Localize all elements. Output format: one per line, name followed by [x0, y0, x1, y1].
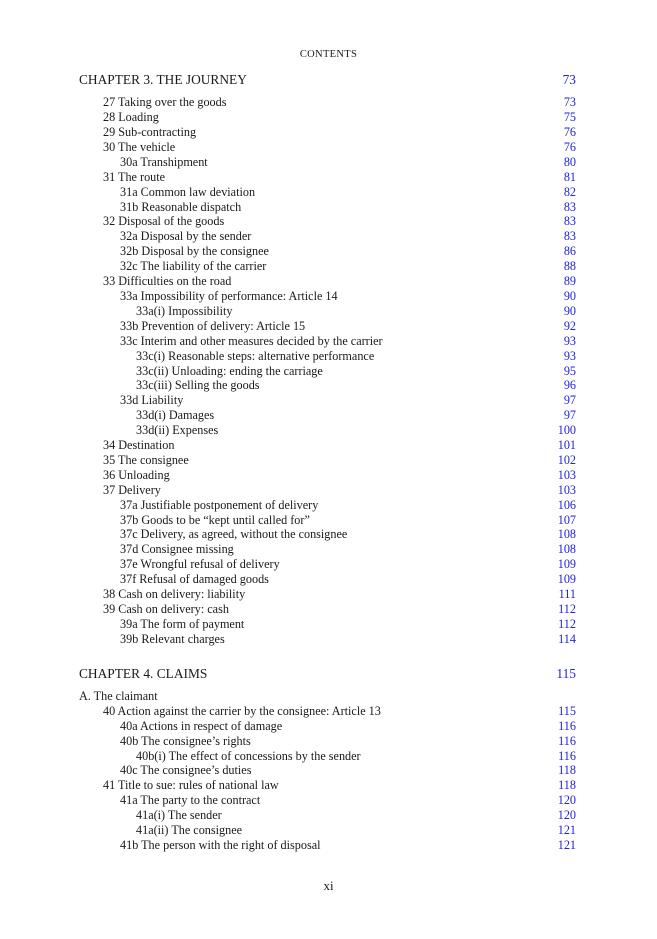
toc-page-link[interactable]: 115: [556, 666, 576, 681]
toc-entry-title: 41 Title to sue: rules of national law: [103, 778, 279, 792]
toc-page-link[interactable]: 120: [557, 808, 576, 822]
toc-entry-title: 29 Sub-contracting: [103, 125, 197, 139]
toc-page-link[interactable]: 108: [557, 542, 576, 556]
toc-entry[interactable]: [79, 155, 576, 170]
toc-entry-title: 31a Common law deviation: [120, 185, 256, 199]
toc-page-link[interactable]: 102: [557, 453, 576, 467]
toc-chapter-heading[interactable]: [79, 666, 576, 681]
toc-page-link[interactable]: 86: [563, 244, 576, 258]
toc-entry[interactable]: [79, 185, 576, 200]
toc-page-link[interactable]: 92: [563, 319, 576, 333]
toc-entry-title: 33d Liability: [120, 393, 184, 407]
toc-entry[interactable]: [79, 808, 576, 823]
toc-entry[interactable]: [79, 140, 576, 155]
toc-page-link[interactable]: 112: [558, 602, 576, 616]
toc-entry[interactable]: [79, 304, 576, 319]
toc-entry-title: 37d Consignee missing: [120, 542, 234, 556]
toc-entry[interactable]: [79, 632, 576, 647]
toc-page-link[interactable]: 109: [557, 572, 576, 586]
toc-entry[interactable]: [79, 719, 576, 734]
toc-page-link[interactable]: 82: [563, 185, 576, 199]
toc-page-link[interactable]: 118: [558, 763, 576, 777]
toc-entry-title: 40 Action against the carrier by the consignee: Article 13: [103, 704, 381, 718]
toc-page-link[interactable]: 109: [557, 557, 576, 571]
toc-page-link[interactable]: 90: [563, 304, 576, 318]
toc-entry[interactable]: [79, 587, 576, 602]
toc-entry-title: 40b(i) The effect of concessions by the sender: [136, 749, 361, 763]
toc-page-link[interactable]: 120: [557, 793, 576, 807]
toc-entry[interactable]: [79, 408, 576, 423]
toc-entry[interactable]: [79, 793, 576, 808]
toc-page-link[interactable]: 83: [563, 200, 576, 214]
toc-entry-title: 33c(ii) Unloading: ending the carriage: [136, 364, 323, 378]
toc-entry-title: 33a(i) Impossibility: [136, 304, 233, 318]
toc-entry-title: 34 Destination: [103, 438, 175, 452]
toc-entry[interactable]: [79, 438, 576, 453]
toc-entry-title: CHAPTER 4. CLAIMS: [79, 666, 208, 681]
toc-entry-title: 39a The form of payment: [120, 617, 245, 631]
toc-entry-title: 33a Impossibility of performance: Article 14: [120, 289, 338, 303]
toc-entry-title: 37c Delivery, as agreed, without the consignee: [120, 527, 348, 541]
toc-page-link[interactable]: 96: [563, 378, 576, 392]
toc-entry[interactable]: [79, 229, 576, 244]
toc-entry-title: 39b Relevant charges: [120, 632, 225, 646]
toc-entry[interactable]: [79, 244, 576, 259]
toc-entry-title: 41a The party to the contract: [120, 793, 261, 807]
toc-page-link[interactable]: 93: [563, 334, 576, 348]
toc-entry[interactable]: [79, 274, 576, 289]
toc-entry-title: 39 Cash on delivery: cash: [103, 602, 229, 616]
toc-entry-title: 37b Goods to be “kept until called for”: [120, 513, 310, 527]
toc-page-link[interactable]: 97: [563, 408, 576, 422]
page-number-folio: xi: [323, 878, 334, 893]
toc-entry-title: 37f Refusal of damaged goods: [120, 572, 269, 586]
toc-entry[interactable]: [79, 378, 576, 393]
toc-entry-title: 38 Cash on delivery: liability: [103, 587, 246, 601]
toc-entry[interactable]: [79, 704, 576, 719]
toc-entry-title: 40b The consignee’s rights: [120, 734, 251, 748]
toc-page-link[interactable]: 111: [558, 587, 576, 601]
toc-entry-title: 31 The route: [103, 170, 166, 184]
toc-entry[interactable]: [79, 200, 576, 215]
toc-entry-title: 41a(ii) The consignee: [136, 823, 243, 837]
toc-entry-title: 28 Loading: [103, 110, 159, 124]
toc-entry-title: 41b The person with the right of disposal: [120, 838, 321, 852]
toc-entry[interactable]: [79, 214, 576, 229]
toc-entry-title: 40a Actions in respect of damage: [120, 719, 283, 733]
toc-entry-title: 36 Unloading: [103, 468, 170, 482]
toc-page-link[interactable]: 116: [558, 719, 576, 733]
toc-entry[interactable]: [79, 778, 576, 793]
toc-entry[interactable]: [79, 617, 576, 632]
toc-page-link[interactable]: 81: [563, 170, 576, 184]
toc-entry[interactable]: [79, 602, 576, 617]
toc-entry[interactable]: [79, 823, 576, 838]
toc-entry-title: A. The claimant: [79, 689, 158, 703]
toc-entry[interactable]: [79, 483, 576, 498]
toc-page-link[interactable]: 89: [563, 274, 576, 288]
toc-page-link[interactable]: 116: [558, 749, 576, 763]
toc-entry[interactable]: [79, 349, 576, 364]
toc-entry[interactable]: [79, 749, 576, 764]
toc-entry-title: 33 Difficulties on the road: [103, 274, 232, 288]
toc-page-link[interactable]: 76: [563, 125, 576, 139]
toc-entry[interactable]: [79, 393, 576, 408]
toc-entry-title: 27 Taking over the goods: [103, 95, 227, 109]
toc-entry[interactable]: [79, 364, 576, 379]
toc-entry[interactable]: [79, 110, 576, 125]
toc-entry[interactable]: [79, 527, 576, 542]
toc-entry-title: CHAPTER 3. THE JOURNEY: [79, 72, 247, 87]
toc-page-link[interactable]: 83: [563, 229, 576, 243]
toc-page-link[interactable]: 116: [558, 734, 576, 748]
toc-page-link[interactable]: 83: [563, 214, 576, 228]
toc-entry-title: 33b Prevention of delivery: Article 15: [120, 319, 306, 333]
toc-page-link[interactable]: 103: [557, 483, 576, 497]
toc-entry[interactable]: [79, 468, 576, 483]
toc-entry-title: 35 The consignee: [103, 453, 189, 467]
toc-entry[interactable]: [79, 542, 576, 557]
toc-chapter-heading[interactable]: [79, 72, 576, 87]
toc-entry-title: 30a Transhipment: [120, 155, 208, 169]
toc-page-link[interactable]: 118: [558, 778, 576, 792]
toc-page-link[interactable]: 121: [557, 838, 576, 852]
toc-page-link[interactable]: 93: [563, 349, 576, 363]
toc-entry[interactable]: [79, 734, 576, 749]
toc-page-link[interactable]: 73: [562, 72, 576, 87]
toc-entry[interactable]: [79, 838, 576, 853]
toc-entry[interactable]: [79, 170, 576, 185]
toc-entry-title: 37 Delivery: [103, 483, 161, 497]
toc-page-link[interactable]: 76: [563, 140, 576, 154]
toc-entry-title: 32c The liability of the carrier: [120, 259, 267, 273]
toc-entry[interactable]: [79, 319, 576, 334]
toc-entry-title: 33d(i) Damages: [136, 408, 215, 422]
toc-page-link[interactable]: 80: [563, 155, 576, 169]
running-head: CONTENTS: [299, 49, 358, 60]
toc-page-link[interactable]: 75: [563, 110, 576, 124]
toc-page-link[interactable]: 90: [563, 289, 576, 303]
toc-entry-title: 33c Interim and other measures decided by the carrier: [120, 334, 383, 348]
toc-page-link[interactable]: 108: [557, 527, 576, 541]
toc-page-link[interactable]: 114: [558, 632, 576, 646]
toc-page-link[interactable]: 101: [557, 438, 576, 452]
toc-entry[interactable]: [79, 763, 576, 778]
toc-entry[interactable]: [79, 125, 576, 140]
toc-page-link[interactable]: 73: [563, 95, 576, 109]
toc-entry[interactable]: [79, 334, 576, 349]
toc-entry-title: 33c(iii) Selling the goods: [136, 378, 260, 392]
toc-entry-title: 32 Disposal of the goods: [103, 214, 225, 228]
toc-page-link[interactable]: 112: [558, 617, 576, 631]
toc-section-heading[interactable]: [79, 689, 576, 704]
toc-entry-title: 33c(i) Reasonable steps: alternative performance: [136, 349, 375, 363]
toc-entry[interactable]: [79, 557, 576, 572]
toc-entry[interactable]: [79, 498, 576, 513]
toc-page-link[interactable]: 95: [563, 364, 576, 378]
toc-entry[interactable]: [79, 289, 576, 304]
toc-entry[interactable]: [79, 572, 576, 587]
toc-entry-title: 32a Disposal by the sender: [120, 229, 252, 243]
toc-entry[interactable]: [79, 423, 576, 438]
toc-entry[interactable]: [79, 513, 576, 528]
toc-page-link[interactable]: 121: [557, 823, 576, 837]
toc-entry[interactable]: [79, 453, 576, 468]
toc-entry-title: 40c The consignee’s duties: [120, 763, 252, 777]
toc-entry-title: 32b Disposal by the consignee: [120, 244, 269, 258]
toc-entry-title: 31b Reasonable dispatch: [120, 200, 242, 214]
toc-entry-title: 37e Wrongful refusal of delivery: [120, 557, 280, 571]
toc-entry[interactable]: [79, 95, 576, 110]
toc-page-link[interactable]: 88: [563, 259, 576, 273]
toc-entry-title: 33d(ii) Expenses: [136, 423, 219, 437]
toc-entry-title: 30 The vehicle: [103, 140, 176, 154]
toc-page-link[interactable]: 106: [557, 498, 576, 512]
toc-page-link[interactable]: 115: [558, 704, 576, 718]
toc-page-link[interactable]: 107: [557, 513, 576, 527]
toc-entry-title: 37a Justifiable postponement of delivery: [120, 498, 319, 512]
toc-entry-title: 41a(i) The sender: [136, 808, 222, 822]
toc-page-link[interactable]: 100: [557, 423, 576, 437]
toc-page-link[interactable]: 103: [557, 468, 576, 482]
toc-page-link[interactable]: 97: [563, 393, 576, 407]
toc-entry[interactable]: [79, 259, 576, 274]
